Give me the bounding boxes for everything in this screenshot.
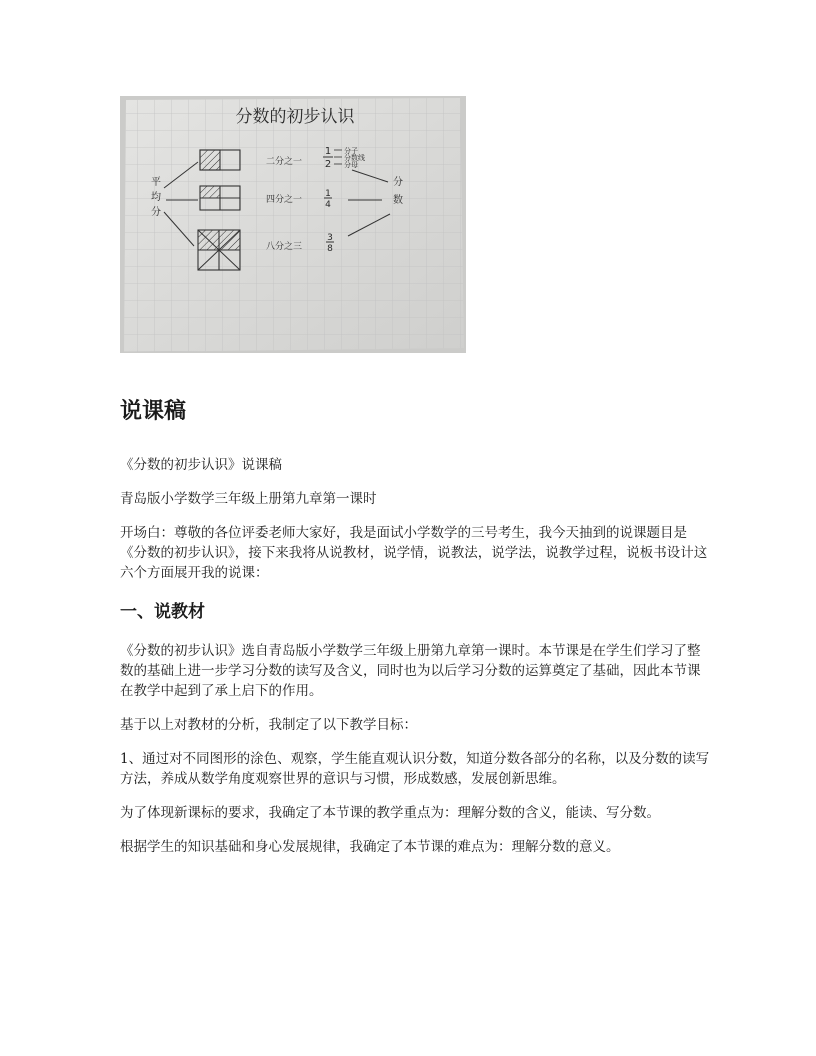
row2-label: 四分之一 bbox=[266, 195, 303, 205]
row1-label: 二分之一 bbox=[266, 157, 303, 167]
part-denominator-label: 分母 bbox=[344, 161, 358, 169]
figure-right-label: 分数 bbox=[390, 176, 402, 212]
fraction-half-numerator: 1 bbox=[324, 146, 332, 157]
fraction-half-denominator: 2 bbox=[324, 159, 332, 170]
fraction-quarter-numerator: 1 bbox=[325, 189, 331, 199]
section1-heading: 一、说教材 bbox=[120, 602, 205, 622]
row3-label: 八分之三 bbox=[266, 242, 303, 252]
opening-paragraph: 开场白：尊敬的各位评委老师大家好，我是面试小学数学的三号考生，我今天抽到的说课题目是《分数的初步认识》，接下来我将从说教材，说学情，说教法，说学法，说教学过程，说板书设计这六个方面展开我的说课： bbox=[120, 525, 708, 581]
figure-left-label: 平均分 bbox=[148, 176, 160, 221]
document-body bbox=[120, 395, 710, 871]
fraction-quarter-denominator: 4 bbox=[325, 200, 331, 210]
section1-paragraph-1: 《分数的初步认识》选自青岛版小学数学三年级上册第九章第一课时。本节课是在学生们学习了整数的基础上进一步学习分数的读写及含义，同时也为以后学习分数的运算奠定了基础，因此本节课在教学中起到了承上启下的作用。 bbox=[120, 643, 701, 699]
difficulty-paragraph: 根据学生的知识基础和身心发展规律，我确定了本节课的难点为：理解分数的意义。 bbox=[120, 839, 620, 855]
section1-paragraph-2: 基于以上对教材的分析，我制定了以下教学目标： bbox=[120, 717, 417, 733]
teaching-goal-1: 1、通过对不同图形的涂色、观察，学生能直观认识分数，知道分数各部分的名称，以及分数的读写方法，养成从数学角度观察世界的意识与习惯，形成数感，发展创新思维。 bbox=[120, 751, 710, 787]
three-eighths-shape bbox=[198, 230, 240, 270]
edition-line: 青岛版小学数学三年级上册第九章第一课时 bbox=[120, 491, 377, 507]
figure-title: 分数的初步认识 bbox=[235, 107, 355, 127]
lesson-subtitle: 《分数的初步认识》说课稿 bbox=[120, 457, 282, 473]
blackboard-design-figure bbox=[120, 96, 466, 353]
fraction-three-eighths-numerator: 3 bbox=[327, 233, 333, 243]
page-title: 说课稿 bbox=[120, 399, 187, 424]
part-numerator-label: 分子 bbox=[344, 147, 358, 155]
fraction-three-eighths-denominator: 8 bbox=[327, 244, 333, 254]
blackboard-design-photo bbox=[120, 96, 466, 353]
part-bar-label: 分数线 bbox=[344, 154, 365, 162]
key-point-paragraph: 为了体现新课标的要求，我确定了本节课的教学重点为：理解分数的含义，能读、写分数。 bbox=[120, 805, 660, 821]
